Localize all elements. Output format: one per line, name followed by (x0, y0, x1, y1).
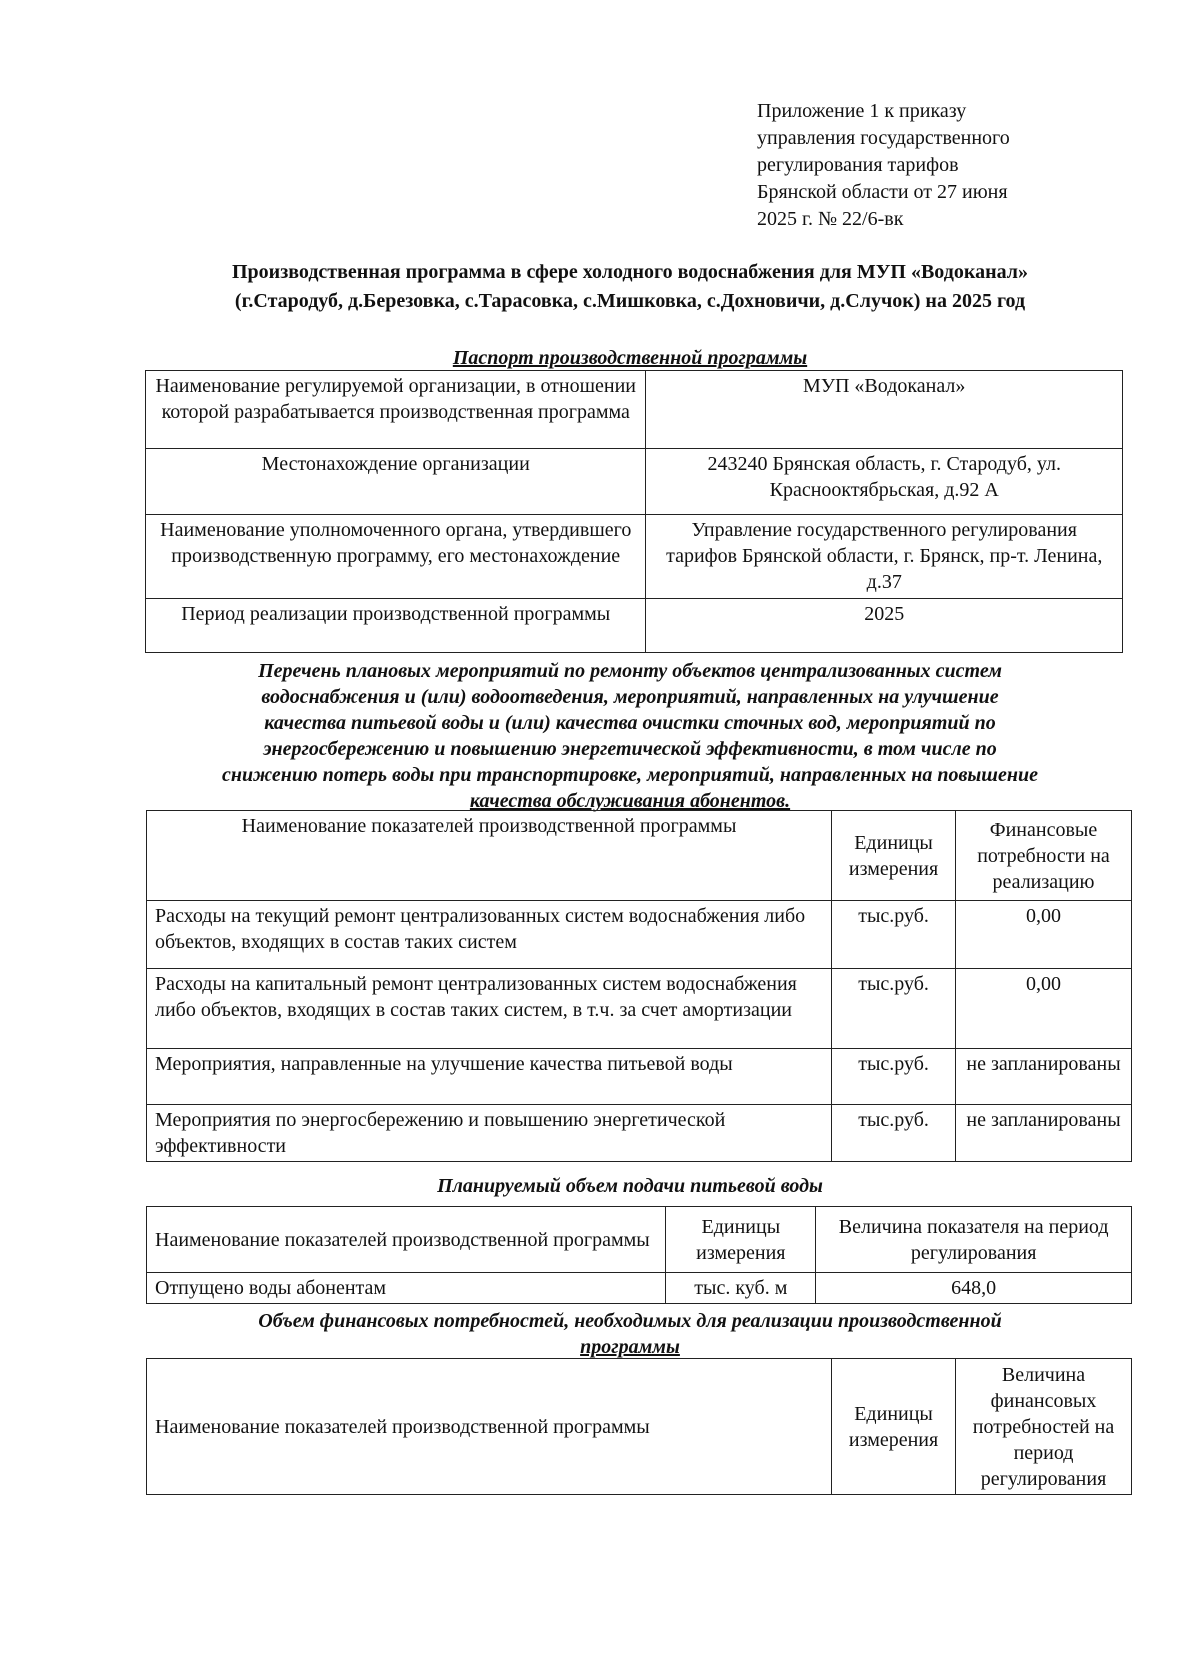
passport-row (146, 599, 1123, 653)
appendix-line: Приложение 1 к приказу (757, 100, 967, 122)
title-line-2: (г.Стародуб, д.Березовка, с.Тарасовка, с.Мишковка, с.Дохновичи, д.Случок) на 2025 год (234, 290, 1026, 312)
measures-row (147, 1049, 1132, 1105)
appendix-line: Брянской области от 27 июня (757, 181, 1008, 203)
passport-label: Период реализации производственной программы (146, 599, 646, 653)
passport-row (146, 449, 1123, 515)
col-header-unit: Единицы измерения (832, 811, 956, 901)
appendix-note (757, 98, 1087, 233)
measures-table (146, 810, 1132, 1162)
finance-heading-line: программы (580, 1336, 680, 1358)
measure-unit: тыс.руб. (832, 1049, 956, 1105)
passport-label: Местонахождение организации (146, 449, 646, 515)
measures-heading-line: водоснабжения и (или) водоотведения, мероприятий, направленных на улучшение (261, 686, 999, 708)
measures-heading (130, 658, 1130, 814)
col-header-unit: Единицы измерения (832, 1359, 956, 1495)
col-header-value: Величина финансовых потребностей на период регулирования (956, 1359, 1132, 1495)
col-header-value: Величина показателя на период регулирования (816, 1207, 1132, 1273)
supply-row (147, 1273, 1132, 1304)
col-header-finance: Финансовые потребности на реализацию (956, 811, 1132, 901)
col-header-name: Наименование показателей производственной программы (147, 1207, 666, 1273)
measures-header-row (147, 811, 1132, 901)
measure-unit: тыс.руб. (832, 969, 956, 1049)
measure-name: Расходы на текущий ремонт централизованных систем водоснабжения либо объектов, входящих в состав таких систем (147, 901, 832, 969)
finance-heading (140, 1308, 1120, 1360)
passport-table (145, 370, 1123, 653)
measure-value: 0,00 (956, 969, 1132, 1049)
passport-value: 2025 (646, 599, 1123, 653)
title-line-1: Производственная программа в сфере холодного водоснабжения для МУП «Водоканал» (231, 261, 1028, 283)
passport-value: МУП «Водоканал» (646, 371, 1123, 449)
document-title (140, 258, 1120, 316)
supply-value: 648,0 (816, 1273, 1132, 1304)
col-header-unit: Единицы измерения (666, 1207, 816, 1273)
measure-value: не запланированы (956, 1105, 1132, 1162)
measures-heading-line: снижению потерь воды при транспортировке, мероприятий, направленных на повышение (222, 764, 1038, 786)
supply-heading: Планируемый объем подачи питьевой воды (437, 1175, 823, 1197)
measure-name: Расходы на капитальный ремонт централизованных систем водоснабжения либо объектов, входящих в состав таких систем, в т.ч. за счет амортизации (147, 969, 832, 1049)
finance-heading-line: Объем финансовых потребностей, необходимых для реализации производственной (258, 1310, 1002, 1332)
passport-row (146, 515, 1123, 599)
supply-table (146, 1206, 1132, 1304)
measure-name: Мероприятия по энергосбережению и повышению энергетической эффективности (147, 1105, 832, 1162)
measure-unit: тыс.руб. (832, 901, 956, 969)
measure-value: 0,00 (956, 901, 1132, 969)
passport-label: Наименование регулируемой организации, в отношении которой разрабатывается производственная программа (146, 371, 646, 449)
measures-heading-line: энергосбережению и повышению энергетической эффективности, в том числе по (263, 738, 997, 760)
passport-value: Управление государственного регулирования тарифов Брянской области, г. Брянск, пр-т. Ленина, д.37 (646, 515, 1123, 599)
finance-header-row (147, 1359, 1132, 1495)
supply-name: Отпущено воды абонентам (147, 1273, 666, 1304)
measures-row (147, 1105, 1132, 1162)
passport-value: 243240 Брянская область, г. Стародуб, ул. Краснооктябрьская, д.92 А (646, 449, 1123, 515)
measures-row (147, 901, 1132, 969)
appendix-line: регулирования тарифов (757, 154, 959, 176)
appendix-line: 2025 г. № 22/6-вк (757, 208, 904, 230)
measures-row (147, 969, 1132, 1049)
measure-unit: тыс.руб. (832, 1105, 956, 1162)
measure-value: не запланированы (956, 1049, 1132, 1105)
finance-table (146, 1358, 1132, 1495)
measure-name: Мероприятия, направленные на улучшение качества питьевой воды (147, 1049, 832, 1105)
col-header-name: Наименование показателей производственной программы (147, 811, 832, 901)
measures-heading-line: качества обслуживания абонентов. (469, 790, 791, 812)
col-header-name: Наименование показателей производственной программы (147, 1359, 832, 1495)
measures-heading-line: качества питьевой воды и (или) качества очистки сточных вод, мероприятий по (264, 712, 996, 734)
appendix-line: управления государственного (757, 127, 1010, 149)
passport-heading: Паспорт производственной программы (452, 347, 808, 369)
passport-label: Наименование уполномоченного органа, утвердившего производственную программу, его местонахождение (146, 515, 646, 599)
measures-heading-line: Перечень плановых мероприятий по ремонту объектов централизованных систем (258, 660, 1002, 682)
supply-unit: тыс. куб. м (666, 1273, 816, 1304)
supply-header-row (147, 1207, 1132, 1273)
passport-row (146, 371, 1123, 449)
